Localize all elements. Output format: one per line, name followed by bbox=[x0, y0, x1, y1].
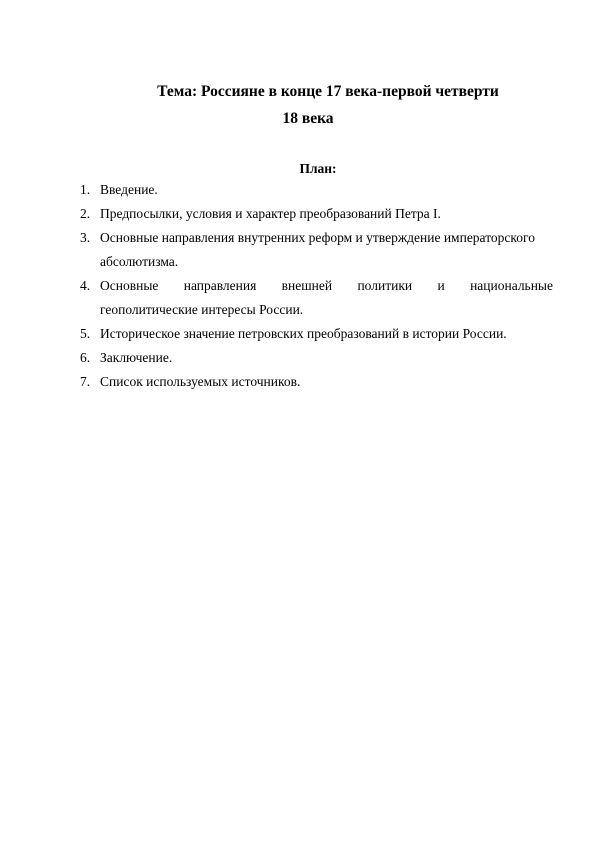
plan-item-text: Введение. bbox=[100, 182, 158, 197]
plan-item-number: 1. bbox=[80, 182, 91, 197]
plan-item-text-line-2: геополитические интересы России. bbox=[100, 302, 304, 317]
plan-item-number: 3. bbox=[80, 230, 91, 245]
plan-item-4 bbox=[80, 274, 553, 322]
plan-item-7 bbox=[80, 370, 553, 394]
plan-heading: План: bbox=[299, 161, 337, 176]
plan-item-number: 4. bbox=[80, 278, 91, 293]
plan-item-text: Историческое значение петровских преобразований в истории России. bbox=[100, 326, 507, 341]
plan-item-text: Список используемых источников. bbox=[100, 374, 301, 389]
plan-item-6 bbox=[80, 346, 553, 370]
plan-item-text: Основные направления внутренних реформ и утверждение императорского абсолютизма. bbox=[100, 230, 535, 269]
plan-item-text: Заключение. bbox=[100, 350, 173, 365]
plan-item-2 bbox=[80, 202, 553, 226]
plan-item-text: Предпосылки, условия и характер преобразований Петра I. bbox=[100, 206, 441, 221]
plan-item-text bbox=[100, 274, 553, 322]
plan-item-text-line-1: Основные направления внешней политики и национальные bbox=[100, 278, 553, 293]
plan-list bbox=[80, 178, 553, 394]
plan-item-5 bbox=[80, 322, 553, 346]
plan-item-3 bbox=[80, 226, 553, 274]
document-title-line-2: 18 века bbox=[282, 110, 334, 127]
plan-item-number: 7. bbox=[80, 374, 91, 389]
document-title-line-1: Тема: Россияне в конце 17 века-первой четверти bbox=[157, 83, 499, 100]
plan-item-number: 6. bbox=[80, 350, 91, 365]
plan-item-number: 2. bbox=[80, 206, 91, 221]
plan-item-1 bbox=[80, 178, 553, 202]
plan-item-number: 5. bbox=[80, 326, 91, 341]
